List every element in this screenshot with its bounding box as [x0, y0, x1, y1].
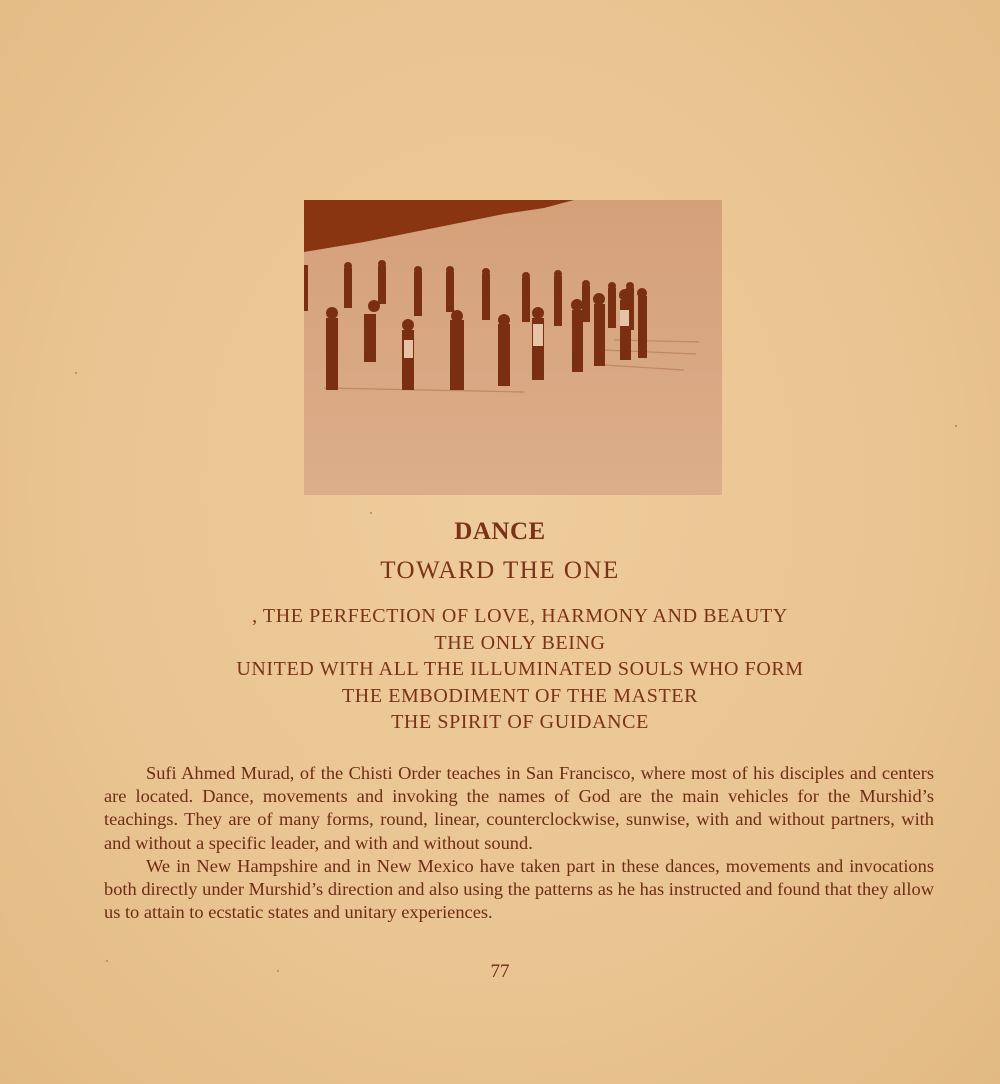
- invocation-line: THE SPIRIT OF GUIDANCE: [391, 711, 649, 733]
- paper-speck: [955, 425, 957, 427]
- dance-photograph: [304, 200, 722, 495]
- article-body: [104, 762, 934, 924]
- page-number: 77: [490, 961, 510, 982]
- invocation-line: THE EMBODIMENT OF THE MASTER: [341, 684, 699, 707]
- paragraph: Sufi Ahmed Murad, of the Chisti Order teaches in San Francisco, where most of his disciples and centers are located. Dance, movements and invoking the names of God are the main vehicles for the Murshid’s teachings. They are of many forms, round, linear, counterclockwise, sunwise, with and without partners, with and without a specific leader, and with and without sound.: [104, 763, 934, 853]
- invocation-line: THE ONLY BEING: [434, 631, 606, 654]
- invocation-lines: [180, 603, 860, 736]
- paper-speck: [277, 970, 279, 972]
- dance-photo-image: [304, 200, 722, 495]
- article-title: DANCE: [454, 518, 546, 545]
- paragraph: We in New Hampshire and in New Mexico have taken part in these dances, movements and invocations both directly under Murshid’s direction and also using the patterns as he has instructed and found that they allow us to attain to ecstatic states and unitary experiences.: [104, 855, 934, 923]
- invocation-line: , THE PERFECTION OF LOVE, HARMONY AND BEAUTY: [252, 605, 788, 627]
- invocation-line: UNITED WITH ALL THE ILLUMINATED SOULS WHO FORM: [236, 658, 804, 680]
- paper-speck: [75, 372, 77, 374]
- article-subtitle: TOWARD THE ONE: [380, 557, 620, 584]
- paper-speck: [106, 960, 108, 962]
- paper-speck: [370, 512, 372, 514]
